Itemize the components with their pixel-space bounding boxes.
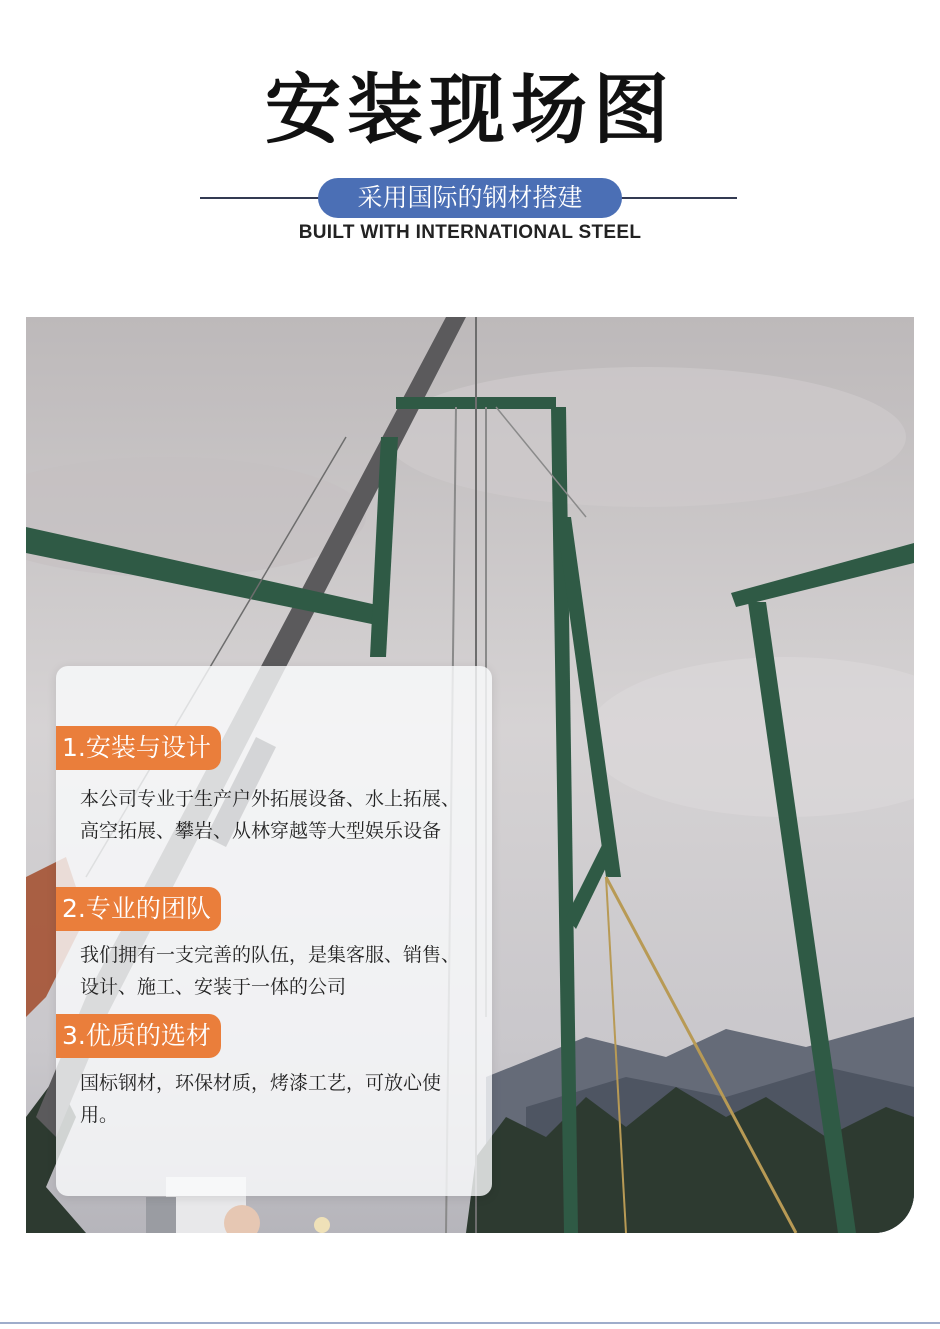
divider-right	[620, 197, 737, 199]
feature-text-1: 本公司专业于生产户外拓展设备、水上拓展、高空拓展、攀岩、从林穿越等大型娱乐设备	[80, 788, 461, 842]
tagline-pill: 采用国际的钢材搭建	[318, 178, 622, 218]
divider-left	[200, 197, 320, 199]
footer-divider	[0, 1322, 940, 1324]
feature-heading-1: 1.安装与设计	[56, 726, 221, 770]
feature-heading-2: 2.专业的团队	[56, 887, 221, 931]
english-subtitle: BUILT WITH INTERNATIONAL STEEL	[298, 222, 642, 243]
feature-text-3: 国标钢材，环保材质，烤漆工艺，可放心使用。	[80, 1072, 442, 1126]
page-title: 安装现场图	[265, 65, 675, 154]
feature-text-2: 我们拥有一支完善的队伍，是集客服、销售、设计、施工、安装于一体的公司	[80, 944, 461, 998]
feature-heading-3: 3.优质的选材	[56, 1014, 221, 1058]
